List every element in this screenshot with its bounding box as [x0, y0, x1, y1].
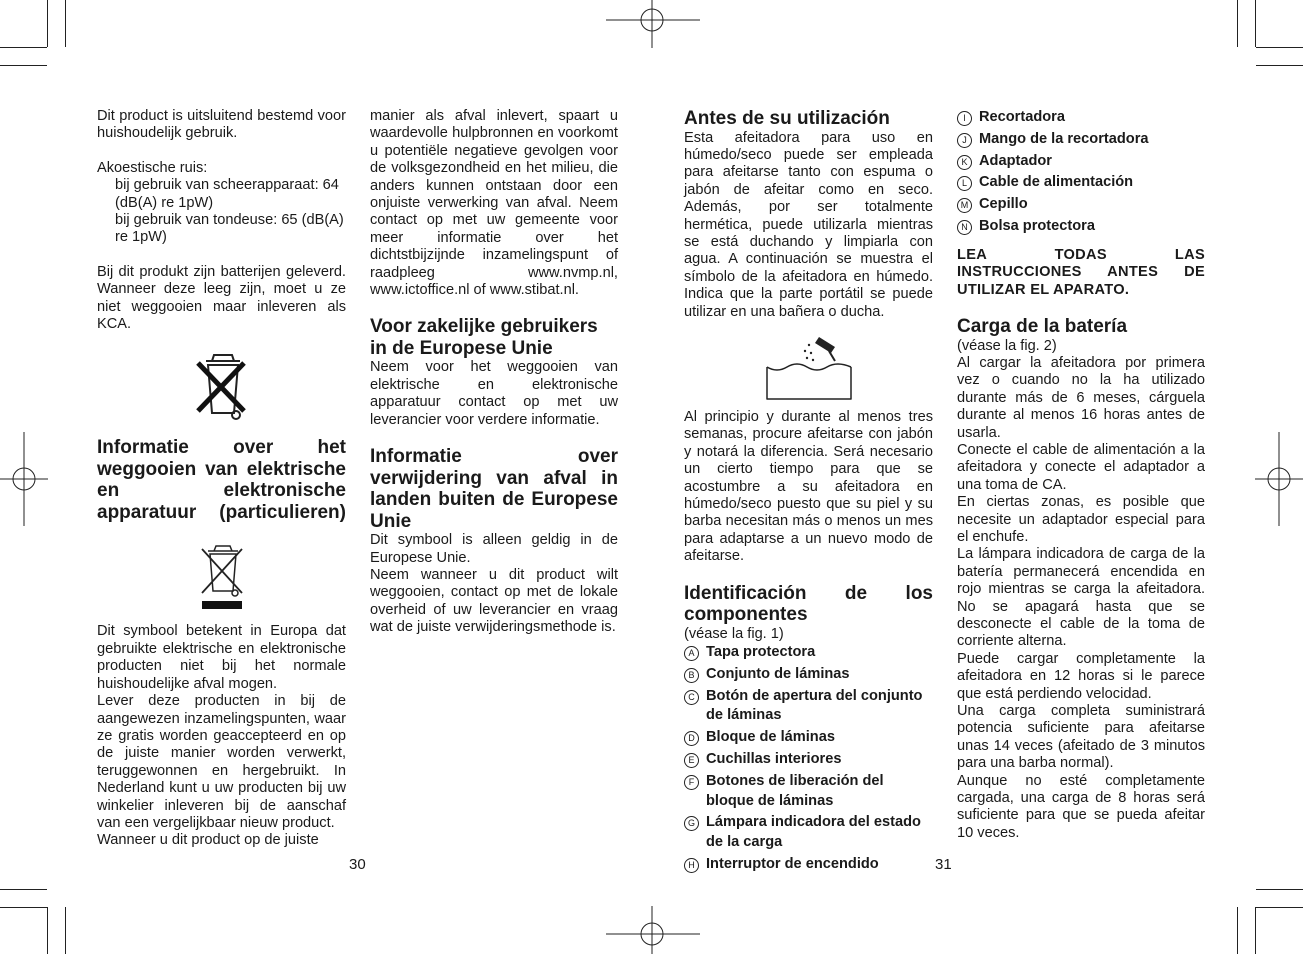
registration-mark-top: [606, 0, 700, 48]
full-charge-time-paragraph: Puede cargar completamente la afeitadora en 12 horas si le parece que está perdiendo velocidad.: [957, 650, 1205, 702]
component-label: Adaptador: [979, 152, 1052, 169]
before-use-paragraph: Esta afeitadora para uso en húmedo/seco puede ser empleada para afeitarse tanto con espuma o jabón de afeitar como en seco. Además, por ser totalmente hermética, puede utilizarla mientras se está duchando y limpiarla con agua. A continuación se muestra el símbolo de la afeitadora en húmedo. Indica que la parte portátil se puede utilizar en una bañera o ducha.: [684, 129, 933, 320]
noise-shaver: bij gebruik van scheerapparaat: 64 (dB(A) re 1pW): [115, 177, 339, 211]
component-label: Cuchillas interiores: [706, 751, 842, 768]
component-marker: M: [957, 198, 972, 213]
component-item: [957, 173, 1205, 193]
component-label: Lámpara indicadora del estado de la carga: [706, 814, 921, 851]
read-instructions-warning: LEA TODAS LAS INSTRUCCIONES ANTES DE UTILIZAR EL APARATO.: [957, 246, 1205, 298]
component-marker: N: [957, 220, 972, 235]
component-label: Conjunto de láminas: [706, 665, 850, 682]
component-marker: D: [684, 731, 699, 746]
component-item: [957, 195, 1205, 215]
component-item: [684, 813, 933, 853]
heading-business-users: Voor zakelijke gebruikers in de Europese Unie: [370, 316, 598, 359]
column-2: [370, 108, 618, 637]
correct-disposal-paragraph: Wanneer u dit product op de juiste: [97, 832, 319, 849]
component-item: [684, 855, 933, 875]
heading-outside-eu: Informatie over verwijdering van afval in landen buiten de Europese Unie: [370, 446, 618, 532]
connect-paragraph: Conecte el cable de alimentación a la afeitadora y conecte el adaptador a una toma de CA.: [957, 441, 1205, 493]
plug-adaptor-paragraph: En ciertas zonas, es posible que necesite un adaptador especial para el enchufe.: [957, 494, 1205, 545]
partial-charge-paragraph: Aunque no esté completamente cargada, una carga de 8 horas será suficiente para que se pueda afeitar 10 veces.: [957, 772, 1205, 841]
component-label: Recortadora: [979, 109, 1065, 125]
intro-paragraph: Dit product is uitsluitend bestemd voor huishoudelijk gebruik.: [97, 108, 346, 142]
heading-disposal-particulieren: Informatie over het weggooien van elektrische en elektronische apparatuur (particulieren): [97, 437, 346, 523]
component-item: [957, 152, 1205, 172]
component-item: [957, 217, 1205, 237]
noise-label: Akoestische ruis:: [97, 159, 208, 176]
component-label: Bloque de láminas: [706, 729, 835, 746]
column-3: [684, 108, 933, 877]
page-number-left: 30: [349, 856, 366, 873]
collection-points-paragraph: Lever deze producten in bij de aangewezen inzamelingspunten, waar ze gratis worden geaccepteerd en op de juiste manier worden verwerkt, teruggewonnen en hergebruikt. In Nederland kunt u uw producten bij uw winkelier inleveren bij de aanschaf van een vergelijkbaar nieuw product.: [97, 693, 346, 831]
component-marker: H: [684, 858, 699, 873]
component-marker: J: [957, 133, 972, 148]
component-marker: B: [684, 668, 699, 683]
component-item: [684, 643, 933, 663]
heading-before-use: Antes de su utilización: [684, 108, 890, 129]
components-list-1: [684, 643, 933, 875]
component-label: Botón de apertura del conjunto de láminas: [706, 687, 923, 724]
component-label: Bolsa protectora: [979, 217, 1095, 234]
component-label: Interruptor de encendido: [706, 856, 879, 872]
charge-lamp-paragraph: La lámpara indicadora de carga de la batería permanecerá encendida en rojo mientras se carga la afeitadora. No se apagará hasta que se desconecte el cable de la toma de corriente alterna.: [957, 546, 1205, 650]
crossed-bin-icon: [97, 353, 346, 423]
weee-symbol-icon: [97, 541, 346, 613]
component-marker: C: [684, 690, 699, 705]
registration-mark-right: [1255, 432, 1303, 526]
component-marker: A: [684, 646, 699, 661]
column-4: [957, 108, 1205, 842]
component-item: [684, 750, 933, 770]
component-label: Mango de la recortadora: [979, 130, 1149, 147]
noise-trimmer: bij gebruik van tondeuse: 65 (dB(A) re 1pW): [115, 212, 344, 246]
outside-eu-paragraph-2: Neem wanneer u dit product wilt weggooien, contact op met de lokale overheid of uw leverancier en vraag wat de juiste verwijderingsmethode is.: [370, 566, 618, 636]
component-label: Tapa protectora: [706, 644, 816, 661]
heading-components: Identificación de los componentes: [684, 582, 933, 626]
registration-mark-bottom: [606, 906, 700, 954]
page-number-right: 31: [935, 856, 952, 873]
outside-eu-paragraph-1: Dit symbool is alleen geldig in de Europese Unie.: [370, 532, 618, 566]
component-marker: E: [684, 753, 699, 768]
battery-paragraph: Bij dit produkt zijn batterijen geleverd. Wanneer deze leeg zijn, moet u ze niet weggooien maar inleveren als KCA.: [97, 263, 346, 333]
component-marker: F: [684, 775, 699, 790]
component-marker: I: [957, 111, 972, 126]
full-charge-shaves-paragraph: Una carga completa suministrará potencia suficiente para afeitarse unas 14 veces (afeitado de 3 minutos para una barba normal).: [957, 703, 1205, 772]
adaptation-paragraph: Al principio y durante al menos tres semanas, procure afeitarse con jabón y notará la diferencia. Será necesario un cierto tiempo para que se acostumbre a su afeitadora en húmedo/seco puesto que su piel y su barba necesitan más o menos un mes para adaptarse a un nuevo modo de afeitarse.: [684, 408, 933, 565]
component-label: Botones de liberación del bloque de láminas: [706, 772, 884, 809]
component-label: Cepillo: [979, 196, 1028, 213]
registration-mark-left: [0, 432, 48, 526]
first-charge-paragraph: Al cargar la afeitadora por primera vez o cuando no la ha utilizado durante más de 6 meses, cárguela durante al menos 16 horas antes de usarla.: [957, 354, 1205, 441]
component-marker: K: [957, 155, 972, 170]
component-item: [684, 687, 933, 727]
component-marker: G: [684, 816, 699, 831]
resources-paragraph: manier als afval inlevert, spaart u waardevolle hulpbronnen en voorkomt u potentiële negatieve gevolgen voor de volksgezondheid en het milieu, die anders kunnen ontstaan door een onjuiste verwerking van afval. Neem contact op met uw gemeente voor meer informatie over het dichtstbijzijnde inzamelingspunt of raadpleeg www.nvmp.nl, www.ictoffice.nl of www.stibat.nl.: [370, 108, 618, 299]
component-marker: L: [957, 176, 972, 191]
component-label: Cable de alimentación: [979, 174, 1134, 191]
fig1-reference: (véase la fig. 1): [684, 625, 784, 642]
component-item: [957, 130, 1205, 150]
component-item: [684, 665, 933, 685]
symbol-meaning-paragraph: Dit symbool betekent in Europa dat gebruikte elektrische en elektronische producten niet bij het normale huishoudelijke afval mogen.: [97, 623, 346, 692]
component-item: [957, 108, 1205, 128]
fig2-reference: (véase la fig. 2): [957, 337, 1057, 354]
wet-use-bath-icon: [684, 333, 933, 403]
heading-battery-charging: Carga de la batería: [957, 316, 1128, 337]
component-item: [684, 772, 933, 812]
column-1: [97, 108, 346, 850]
component-item: [684, 728, 933, 748]
business-users-paragraph: Neem voor het weggooien van elektrische en elektronische apparatuur contact op met uw leverancier voor verdere informatie.: [370, 359, 618, 428]
components-list-2: [957, 108, 1205, 237]
